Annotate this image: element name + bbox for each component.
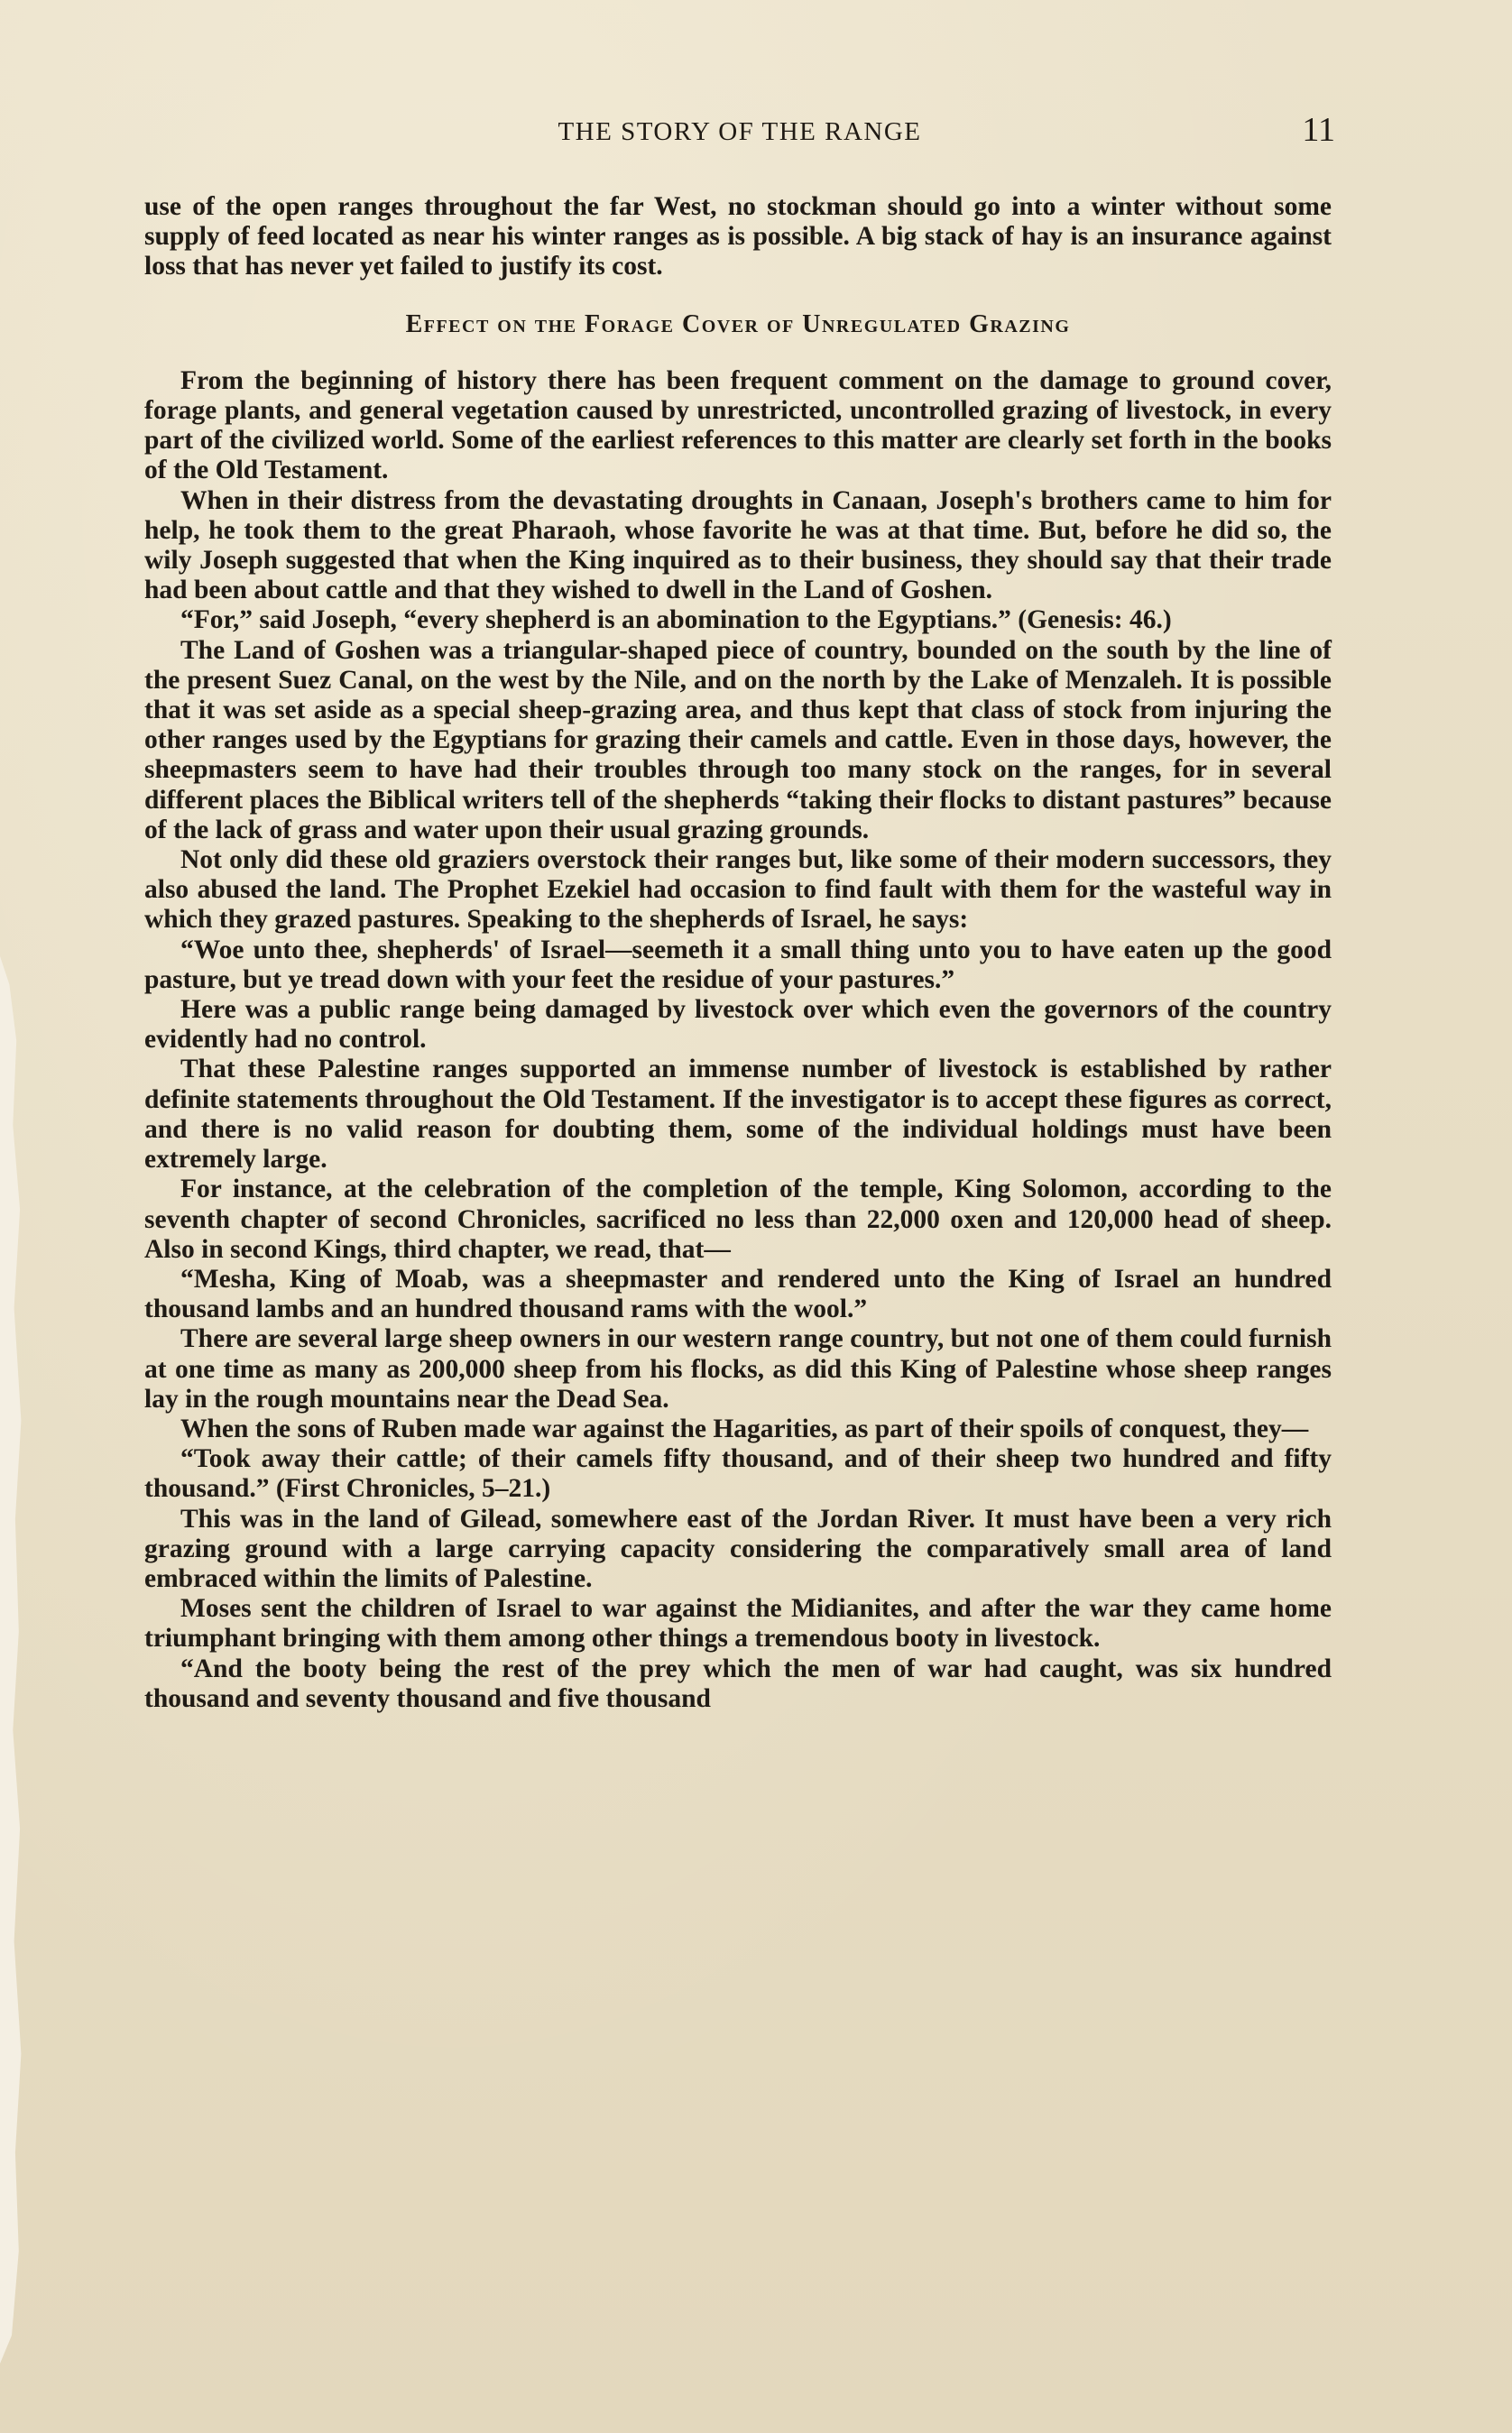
paragraph: When in their distress from the devastating droughts in Canaan, Joseph's brothers came to him for help, he took them to the great Pharaoh, whose favorite he was at that time. But, before he did so, the wily Joseph suggested that when the King inquired as to their business, they should say that their trade had been about cattle and that they wished to dwell in the Land of Goshen. bbox=[144, 485, 1332, 605]
section-heading: Effect on the Forage Cover of Unregulated Grazing bbox=[405, 309, 1071, 338]
paragraph: use of the open ranges throughout the far West, no stockman should go into a winter without some supply of feed located as near his winter ranges as is possible. A big stack of hay is an insurance against loss that has never yet failed to justify its cost. bbox=[144, 192, 1332, 281]
quotation: “Took away their cattle; of their camels fifty thousand, and of their sheep two hundred and fifty thousand.” (First Chronicles, 5–21.) bbox=[144, 1444, 1332, 1504]
paragraph: The Land of Goshen was a triangular-shaped piece of country, bounded on the south by the line of the present Suez Canal, on the west by the Nile, and on the north by the Lake of Menzaleh. It is possible that it was set aside as a special sheep-grazing area, and thus kept that class of stock from injuring the other ranges used by the Egyptians for grazing their camels and cattle. Even in those days, however, the sheepmasters seem to have had their troubles through too many stock on the ranges, for in several different places the Biblical writers tell of the shepherds “taking their flocks to distant pastures” because of the lack of grass and water upon their usual grazing grounds. bbox=[144, 635, 1332, 844]
paragraph: There are several large sheep owners in our western range country, but not one of them could furnish at one time as many as 200,000 sheep from his flocks, as did this King of Palestine whose sheep ranges lay in the rough mountains near the Dead Sea. bbox=[144, 1324, 1332, 1414]
running-title: THE STORY OF THE RANGE bbox=[558, 117, 922, 146]
quotation: “Mesha, King of Moab, was a sheepmaster and rendered unto the King of Israel an hundred thousand lambs and an hundred thousand rams with the wool.” bbox=[144, 1264, 1332, 1324]
torn-page-edge bbox=[0, 956, 23, 2364]
paragraph: “For,” said Joseph, “every shepherd is an abomination to the Egyptians.” (Genesis: 46.) bbox=[180, 605, 1172, 635]
body-text bbox=[144, 192, 1332, 1714]
paragraph: For instance, at the celebration of the completion of the temple, King Solomon, according to the seventh chapter of second Chronicles, sacrificed no less than 22,000 oxen and 120,000 head of sheep. Also in second Kings, third chapter, we read, that— bbox=[144, 1175, 1332, 1264]
paragraph: Moses sent the children of Israel to war against the Midianites, and after the war they came home triumphant bringing with them among other things a tremendous booty in livestock. bbox=[144, 1594, 1332, 1654]
paragraph: This was in the land of Gilead, somewhere east of the Jordan River. It must have been a very rich grazing ground with a large carrying capacity considering the comparatively small area of land embraced within the limits of Palestine. bbox=[144, 1504, 1332, 1593]
page-number: 11 bbox=[1302, 111, 1335, 149]
paragraph: From the beginning of history there has been frequent comment on the damage to ground cover, forage plants, and general vegetation caused by unrestricted, uncontrolled grazing of livestock, in every part of the civilized world. Some of the earliest references to this matter are clearly set forth in the books of the Old Testament. bbox=[144, 365, 1332, 485]
paragraph: When the sons of Ruben made war against the Hagarities, as part of their spoils of conquest, they— bbox=[180, 1414, 1309, 1443]
paragraph: That these Palestine ranges supported an immense number of livestock is established by rather definite statements throughout the Old Testament. If the investigator is to accept these figures as correct, and there is no valid reason for doubting them, some of the individual holdings must have been extremely large. bbox=[144, 1055, 1332, 1175]
page-header bbox=[144, 111, 1335, 152]
paragraph: Here was a public range being damaged by livestock over which even the governors of the country evidently had no control. bbox=[144, 995, 1332, 1055]
quotation: “Woe unto thee, shepherds' of Israel—seemeth it a small thing unto you to have eaten up the good pasture, but ye tread down with your feet the residue of your pastures.” bbox=[144, 935, 1332, 994]
paragraph: Not only did these old graziers overstock their ranges but, like some of their modern successors, they also abused the land. The Prophet Ezekiel had occasion to find fault with them for the wasteful way in which they grazed pastures. Speaking to the shepherds of Israel, he says: bbox=[144, 845, 1332, 935]
quotation: “And the booty being the rest of the prey which the men of war had caught, was six hundred thousand and seventy thousand and five thousand bbox=[144, 1654, 1332, 1713]
